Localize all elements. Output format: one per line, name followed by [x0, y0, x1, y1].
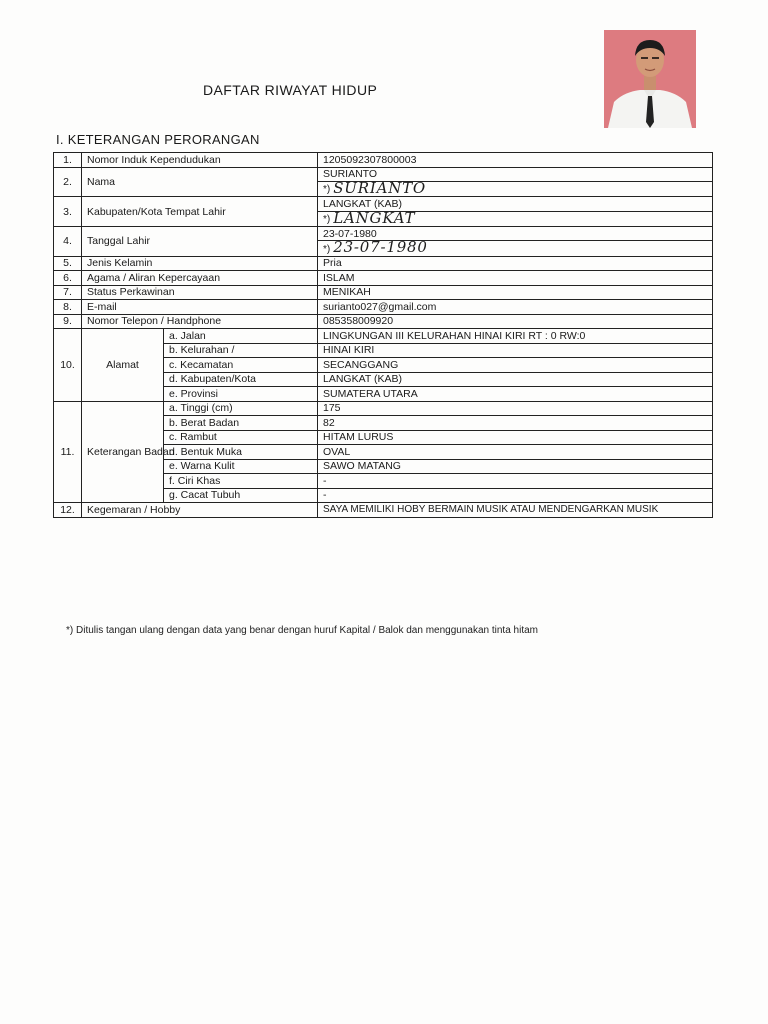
footnote: *) Ditulis tangan ulang dengan data yang benar dengan huruf Kapital / Balok dan menggunakan tinta hitam [66, 625, 539, 636]
row-number: 7. [54, 285, 82, 300]
sub-label: c. Rambut [164, 430, 318, 445]
row-number: 12. [54, 503, 82, 518]
sub-label: b. Berat Badan [164, 416, 318, 431]
row-label: Kabupaten/Kota Tempat Lahir [82, 197, 318, 227]
row-value: 23-07-1980 [318, 226, 713, 241]
row-number: 3. [54, 197, 82, 227]
table-row [54, 401, 713, 416]
personal-info-table [53, 152, 713, 518]
sub-value: LINGKUNGAN III KELURAHAN HINAI KIRI RT : 0 RW:0 [318, 329, 713, 344]
sub-value: LANGKAT (KAB) [318, 372, 713, 387]
sub-label: b. Kelurahan / [164, 343, 318, 358]
table-row [54, 314, 713, 329]
sub-value: HITAM LURUS [318, 430, 713, 445]
row-value: SAYA MEMILIKI HOBY BERMAIN MUSIK ATAU MENDENGARKAN MUSIK [318, 503, 713, 518]
table-row [54, 271, 713, 286]
sub-value: 175 [318, 401, 713, 416]
row-number: 6. [54, 271, 82, 286]
table-row [54, 503, 713, 518]
row-label: Agama / Aliran Kepercayaan [82, 271, 318, 286]
row-number: 11. [54, 401, 82, 503]
row-label: Jenis Kelamin [82, 256, 318, 271]
row-label: Alamat [82, 329, 164, 402]
row-number: 8. [54, 300, 82, 315]
table-row [54, 285, 713, 300]
sub-label: d. Bentuk Muka [164, 445, 318, 460]
row-number: 5. [54, 256, 82, 271]
row-value: 1205092307800003 [318, 153, 713, 168]
row-label: Nama [82, 167, 318, 197]
sub-label: f. Ciri Khas [164, 474, 318, 489]
sub-label: g. Cacat Tubuh [164, 488, 318, 503]
sub-label: a. Jalan [164, 329, 318, 344]
sub-value: - [318, 488, 713, 503]
row-number: 9. [54, 314, 82, 329]
sub-value: OVAL [318, 445, 713, 460]
handwritten-marker: *) [323, 213, 331, 225]
profile-photo [604, 30, 696, 128]
handwritten-value [318, 238, 713, 257]
sub-value: - [318, 474, 713, 489]
row-value: LANGKAT (KAB) [318, 197, 713, 212]
sub-value: SECANGGANG [318, 358, 713, 373]
sub-label: e. Warna Kulit [164, 459, 318, 474]
row-value: SURIANTO [318, 167, 713, 182]
row-value: surianto027@gmail.com [318, 300, 713, 315]
handwritten-text: SURIANTO [333, 179, 427, 197]
handwritten-value [318, 179, 713, 197]
handwritten-text: 23-07-1980 [333, 238, 428, 257]
row-value: 085358009920 [318, 314, 713, 329]
sub-value: HINAI KIRI [318, 343, 713, 358]
table-row [54, 329, 713, 344]
row-value: MENIKAH [318, 285, 713, 300]
sub-value: SUMATERA UTARA [318, 387, 713, 402]
table-row [54, 300, 713, 315]
row-label: E-mail [82, 300, 318, 315]
row-label: Nomor Induk Kependudukan [82, 153, 318, 168]
handwritten-marker: *) [323, 184, 331, 196]
document-title: DAFTAR RIWAYAT HIDUP [203, 82, 378, 98]
sub-label: a. Tinggi (cm) [164, 401, 318, 416]
row-value: Pria [318, 256, 713, 271]
table-row [54, 153, 713, 168]
row-number: 4. [54, 226, 82, 256]
sub-label: d. Kabupaten/Kota [164, 372, 318, 387]
person-portrait-icon [604, 30, 696, 128]
sub-label: c. Kecamatan [164, 358, 318, 373]
handwritten-text: LANGKAT [333, 208, 416, 227]
row-number: 2. [54, 167, 82, 197]
row-label: Keterangan Badan [82, 401, 164, 503]
row-label: Tanggal Lahir [82, 226, 318, 256]
row-label: Status Perkawinan [82, 285, 318, 300]
row-number: 10. [54, 329, 82, 402]
section-title: I. KETERANGAN PERORANGAN [56, 132, 260, 147]
handwritten-value [318, 208, 713, 227]
sub-value: 82 [318, 416, 713, 431]
sub-label: e. Provinsi [164, 387, 318, 402]
row-value: ISLAM [318, 271, 713, 286]
handwritten-marker: *) [323, 243, 331, 255]
row-label: Nomor Telepon / Handphone [82, 314, 318, 329]
sub-value: SAWO MATANG [318, 459, 713, 474]
table-row [54, 256, 713, 271]
row-label: Kegemaran / Hobby [82, 503, 318, 518]
row-number: 1. [54, 153, 82, 168]
